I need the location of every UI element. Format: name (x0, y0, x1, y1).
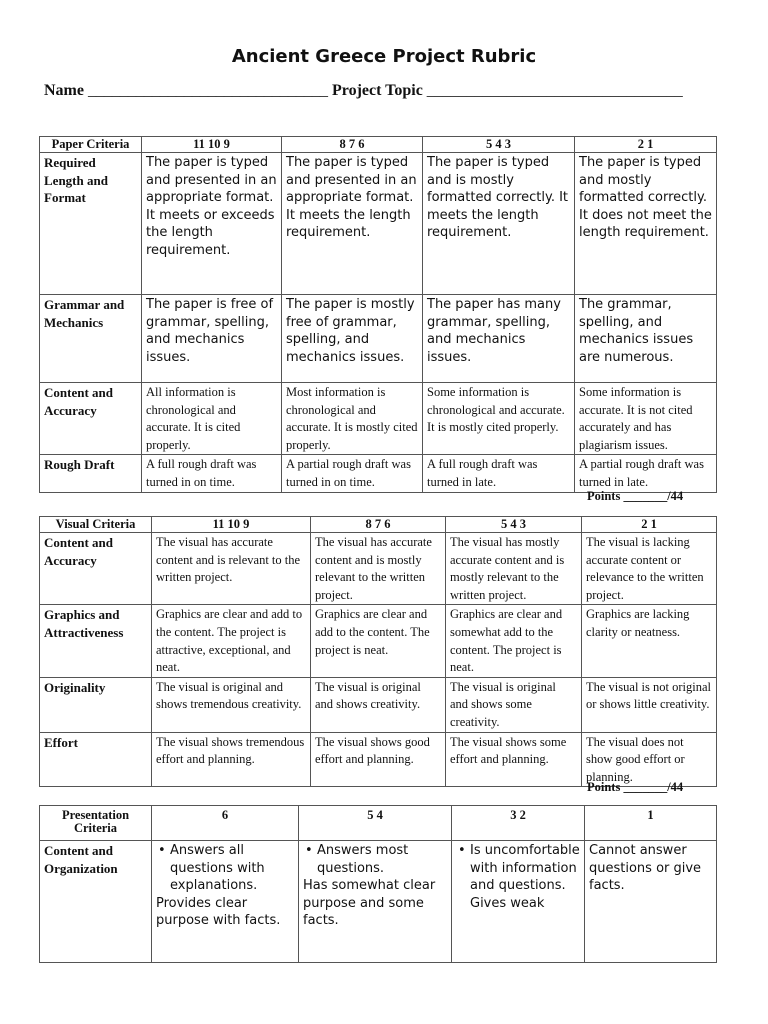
paper-cell: The paper is typed and presented in an appropriate format. It meets the length requirement. (282, 153, 423, 295)
presentation-cell: Cannot answer questions or give facts. (585, 841, 717, 963)
paper-header-criteria: Paper Criteria (40, 137, 142, 153)
presentation-header-score-5-4: 5 4 (299, 806, 452, 841)
presentation-criterion-content: Content and Organization (40, 841, 152, 963)
topic-blank[interactable]: ________________________________ (426, 82, 683, 99)
visual-cell: The visual is original and shows tremendous creativity. (152, 677, 311, 732)
paper-cell: A partial rough draft was turned in on time. (282, 455, 423, 492)
paper-cell: A partial rough draft was turned in late. (575, 455, 717, 492)
visual-cell: The visual has accurate content and is mostly relevant to the written project. (311, 533, 446, 605)
name-blank[interactable]: ______________________________ (87, 82, 328, 99)
name-topic-line (44, 82, 683, 100)
visual-header-score-low: 5 4 3 (446, 517, 582, 533)
paper-cell: Some information is accurate. It is not cited accurately and has plagiarism issues. (575, 383, 717, 455)
visual-points: Points _______/44 (587, 780, 684, 794)
paper-cell: A full rough draft was turned in on time. (142, 455, 282, 492)
presentation-cell (152, 841, 299, 963)
visual-criterion-graphics: Graphics and Attractiveness (40, 605, 152, 677)
presentation-bullet: • Is uncomfortable with information and questions. (470, 842, 580, 895)
paper-criteria-table (39, 136, 717, 493)
visual-cell: The visual shows tremendous effort and planning. (152, 732, 311, 787)
visual-cell: The visual is not original or shows little creativity. (582, 677, 717, 732)
topic-label: Project Topic (331, 82, 423, 99)
name-label: Name (44, 82, 84, 99)
visual-cell: Graphics are clear and add to the content. The project is attractive, exceptional, and neat. (152, 605, 311, 677)
visual-header-criteria: Visual Criteria (40, 517, 152, 533)
paper-cell: The paper has many grammar, spelling, and mechanics issues. (423, 295, 575, 383)
paper-cell: The grammar, spelling, and mechanics issues are numerous. (575, 295, 717, 383)
visual-cell: The visual has mostly accurate content and is mostly relevant to the written project. (446, 533, 582, 605)
paper-cell: Most information is chronological and accurate. It is mostly cited properly. (282, 383, 423, 455)
presentation-cell (299, 841, 452, 963)
visual-header-score-lowest: 2 1 (582, 517, 717, 533)
presentation-bullet: • Answers most questions. (317, 842, 447, 877)
visual-criterion-originality: Originality (40, 677, 152, 732)
paper-cell: Some information is chronological and accurate. It is mostly cited properly. (423, 383, 575, 455)
visual-cell: The visual is lacking accurate content or relevance to the written project. (582, 533, 717, 605)
visual-cell: The visual is original and shows creativity. (311, 677, 446, 732)
presentation-criteria-table (39, 805, 717, 963)
visual-cell: The visual shows good effort and planning. (311, 732, 446, 787)
paper-criterion-length-format: Required Length and Format (40, 153, 142, 295)
presentation-header-score-6: 6 (152, 806, 299, 841)
paper-cell: A full rough draft was turned in late. (423, 455, 575, 492)
visual-criteria-table (39, 516, 717, 787)
visual-header-score-high: 11 10 9 (152, 517, 311, 533)
presentation-header-criteria: Presentation Criteria (40, 806, 152, 841)
paper-header-score-high: 11 10 9 (142, 137, 282, 153)
page-title: Ancient Greece Project Rubric (231, 46, 537, 67)
paper-header-score-lowest: 2 1 (575, 137, 717, 153)
paper-cell: The paper is typed and is mostly formatted correctly. It meets the length requirement. (423, 153, 575, 295)
visual-header-score-mid: 8 7 6 (311, 517, 446, 533)
paper-cell: The paper is mostly free of grammar, spelling, and mechanics issues. (282, 295, 423, 383)
presentation-text: Provides clear purpose with facts. (156, 895, 281, 929)
paper-header-score-low: 5 4 3 (423, 137, 575, 153)
presentation-cell (452, 841, 585, 963)
visual-cell: The visual does not show good effort or planning. (582, 732, 717, 787)
presentation-header-score-3-2: 3 2 (452, 806, 585, 841)
paper-cell: The paper is typed and presented in an appropriate format. It meets or exceeds the length requirement. (142, 153, 282, 295)
paper-criterion-content: Content and Accuracy (40, 383, 142, 455)
paper-cell: The paper is typed and mostly formatted correctly. It does not meet the length requirement. (575, 153, 717, 295)
paper-header-score-mid: 8 7 6 (282, 137, 423, 153)
presentation-text: Gives weak (470, 895, 545, 911)
presentation-text: Has somewhat clear purpose and some facts. (303, 878, 436, 929)
paper-points: Points _______/44 (587, 489, 684, 503)
visual-cell: Graphics are lacking clarity or neatness. (582, 605, 717, 677)
visual-criterion-content: Content and Accuracy (40, 533, 152, 605)
paper-cell: All information is chronological and accurate. It is cited properly. (142, 383, 282, 455)
presentation-header-score-1: 1 (585, 806, 717, 841)
presentation-bullet: • Answers all questions with explanations. (170, 842, 294, 895)
visual-cell: Graphics are clear and somewhat add to the content. The project is neat. (446, 605, 582, 677)
paper-cell: The paper is free of grammar, spelling, and mechanics issues. (142, 295, 282, 383)
visual-cell: The visual is original and shows some creativity. (446, 677, 582, 732)
paper-criterion-grammar: Grammar and Mechanics (40, 295, 142, 383)
visual-cell: Graphics are clear and add to the content. The project is neat. (311, 605, 446, 677)
paper-criterion-rough-draft: Rough Draft (40, 455, 142, 492)
visual-cell: The visual has accurate content and is relevant to the written project. (152, 533, 311, 605)
visual-criterion-effort: Effort (40, 732, 152, 787)
visual-cell: The visual shows some effort and planning. (446, 732, 582, 787)
